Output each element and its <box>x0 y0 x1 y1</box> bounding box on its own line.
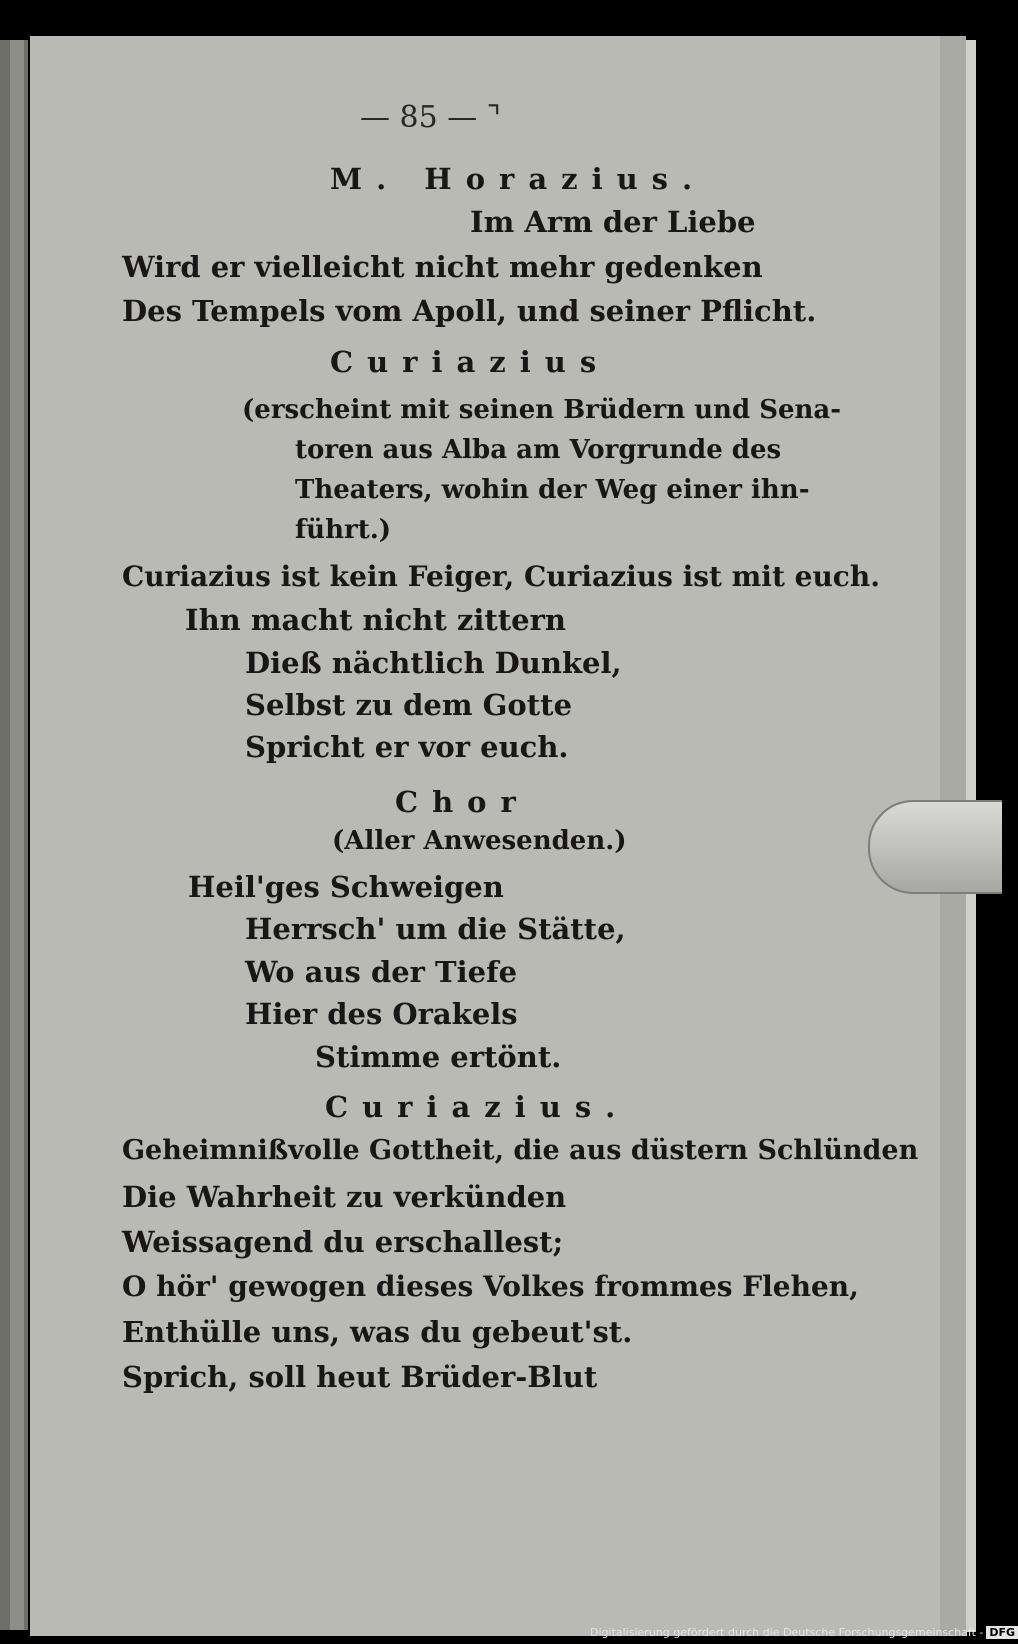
dfg-logo: DFG <box>986 1626 1018 1639</box>
verse-line: O hör' gewogen dieses Volkes frommes Flehen, <box>122 1270 859 1303</box>
stage-direction: (Aller Anwesenden.) <box>332 826 627 856</box>
stage-direction: führt.) <box>295 515 392 545</box>
speaker-chor: Chor <box>395 785 530 819</box>
verse-line: Curiazius ist kein Feiger, Curiazius ist mit euch. <box>122 560 880 593</box>
verse-line: Die Wahrheit zu verkünden <box>122 1180 567 1214</box>
verse-line: Ihn macht nicht zittern <box>185 603 566 637</box>
verse-line: Heil'ges Schweigen <box>188 870 504 904</box>
verse-line: Hier des Orakels <box>245 997 518 1031</box>
digitization-credit <box>590 1626 1018 1639</box>
verse-line: Dieß nächtlich Dunkel, <box>245 646 622 680</box>
book-spine-edge <box>10 40 24 1630</box>
speaker-curiazius: Curiazius <box>330 345 611 379</box>
verse-line: Weissagend du erschallest; <box>122 1225 564 1259</box>
page-number: — 85 — ⌝ <box>360 100 501 135</box>
verse-line: Selbst zu dem Gotte <box>245 688 573 722</box>
verse-line: Stimme ertönt. <box>315 1040 562 1074</box>
verse-line: Wird er vielleicht nicht mehr gedenken <box>122 250 763 284</box>
speaker-curiazius: Curiazius. <box>325 1090 630 1124</box>
stage-direction: Theaters, wohin der Weg einer ihn- <box>295 475 810 505</box>
stage-direction: toren aus Alba am Vorgrunde des <box>295 435 782 465</box>
verse-line: Geheimnißvolle Gottheit, die aus düstern Schlünden <box>122 1135 919 1166</box>
verse-line: Des Tempels vom Apoll, und seiner Pflicht. <box>122 294 817 328</box>
credit-text: Digitalisierung gefördert durch die Deutsche Forschungsgemeinschaft - <box>590 1626 984 1639</box>
verse-line: Enthülle uns, was du gebeut'st. <box>122 1315 633 1349</box>
verse-line: Spricht er vor euch. <box>245 730 569 764</box>
page-clip <box>868 800 1002 894</box>
verse-line: Sprich, soll heut Brüder-Blut <box>122 1360 598 1394</box>
verse-line: Im Arm der Liebe <box>470 205 756 239</box>
speaker-horazius: M. Horazius. <box>330 162 707 196</box>
verse-line: Wo aus der Tiefe <box>245 955 518 989</box>
stage-direction: (erscheint mit seinen Brüdern und Sena- <box>242 395 842 425</box>
verse-line: Herrsch' um die Stätte, <box>245 912 626 946</box>
